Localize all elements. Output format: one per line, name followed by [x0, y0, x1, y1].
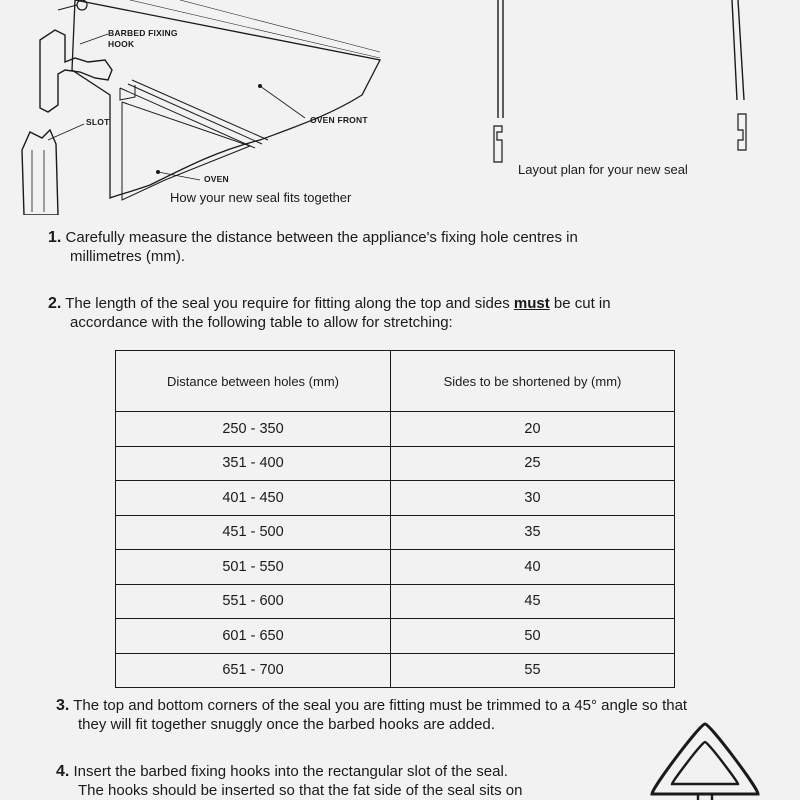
table-cell-shorten: 40 [391, 550, 675, 585]
table-cell-range: 451 - 500 [116, 515, 391, 550]
table-cell-range: 651 - 700 [116, 653, 391, 688]
table-cell-shorten: 20 [391, 412, 675, 447]
table-cell-shorten: 45 [391, 584, 675, 619]
table-header-row [116, 351, 675, 412]
step-1 [48, 228, 788, 266]
shortening-table [115, 350, 675, 688]
step-2-number: 2. [48, 295, 62, 312]
table-row [116, 653, 675, 688]
step-3-line-2: they will fit together snuggly once the barbed hooks are added. [78, 716, 495, 733]
step-4-number: 4. [56, 763, 70, 780]
step-2-line-1a: The length of the seal you require for fitting along the top and sides [65, 295, 510, 312]
table-row [116, 584, 675, 619]
header-distance: Distance between holes (mm) [116, 351, 391, 412]
table-row [116, 550, 675, 585]
table-cell-range: 551 - 600 [116, 584, 391, 619]
step-2-line-1b: be cut in [553, 295, 611, 312]
table-cell-shorten: 25 [391, 446, 675, 481]
table-row [116, 515, 675, 550]
step-1-number: 1. [48, 229, 62, 246]
label-oven-front: OVEN FRONT [310, 115, 368, 125]
label-barbed-fixing-hook: BARBED FIXING [108, 28, 178, 38]
table-cell-shorten: 55 [391, 653, 675, 688]
step-4-line-2: The hooks should be inserted so that the fat side of the seal sits on [78, 782, 523, 799]
table-row [116, 481, 675, 516]
seal-profile-icon [640, 718, 770, 800]
caption-seal-fits-together: How your new seal fits together [170, 190, 352, 205]
table-cell-range: 601 - 650 [116, 619, 391, 654]
table-row [116, 412, 675, 447]
table-cell-shorten: 50 [391, 619, 675, 654]
table-cell-shorten: 30 [391, 481, 675, 516]
table-cell-range: 351 - 400 [116, 446, 391, 481]
step-2-line-2: accordance with the following table to allow for stretching: [70, 314, 453, 331]
label-oven: OVEN [204, 174, 229, 184]
step-2 [48, 294, 788, 332]
table-cell-shorten: 35 [391, 515, 675, 550]
table-cell-range: 401 - 450 [116, 481, 391, 516]
header-shortened: Sides to be shortened by (mm) [391, 351, 675, 412]
table-cell-range: 501 - 550 [116, 550, 391, 585]
table-cell-range: 250 - 350 [116, 412, 391, 447]
step-3-number: 3. [56, 697, 70, 714]
table-row [116, 619, 675, 654]
step-2-emphasis: must [513, 295, 550, 312]
label-slot: SLOT [86, 117, 110, 127]
step-3-line-1: The top and bottom corners of the seal you are fitting must be trimmed to a 45° angle so that [73, 697, 688, 714]
step-4 [56, 762, 596, 800]
table-row [116, 446, 675, 481]
caption-layout-plan: Layout plan for your new seal [518, 162, 688, 177]
step-4-line-1: Insert the barbed fixing hooks into the rectangular slot of the seal. [73, 763, 508, 780]
step-1-line-1: Carefully measure the distance between the appliance's fixing hole centres in [65, 229, 578, 246]
step-1-line-2: millimetres (mm). [70, 248, 185, 265]
label-hook: HOOK [108, 39, 135, 49]
